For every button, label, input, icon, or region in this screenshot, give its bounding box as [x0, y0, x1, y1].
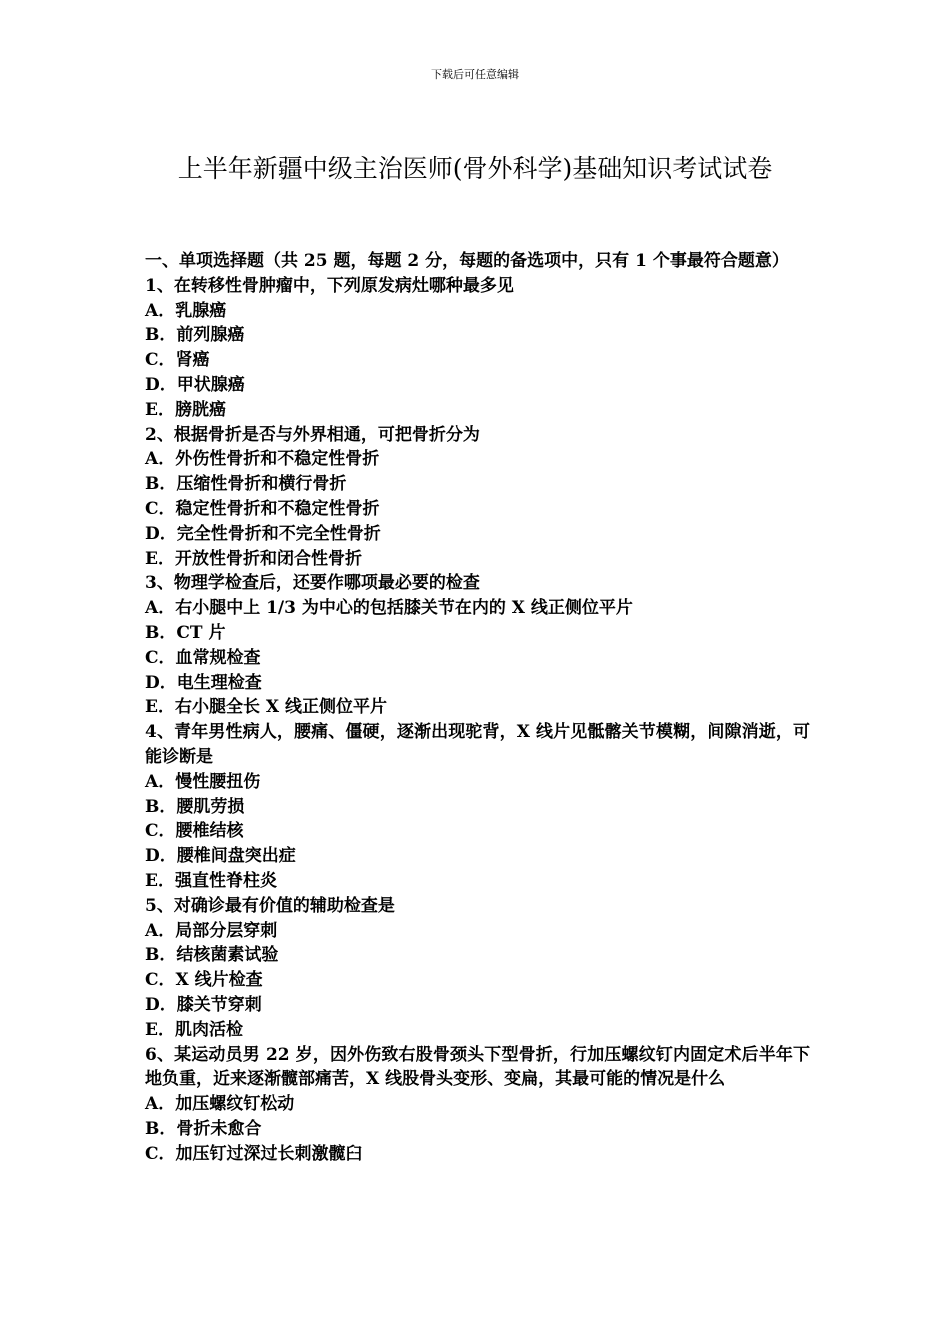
exam-content: [145, 249, 810, 1166]
option-c: C．X 线片检查: [145, 970, 263, 991]
option-d: D．膝关节穿刺: [145, 994, 262, 1015]
question-stem: 5、对确诊最有价值的辅助检查是: [145, 895, 395, 916]
question-stem: 1、在转移性骨肿瘤中，下列原发病灶哪种最多见: [145, 275, 514, 296]
question-1: [145, 274, 810, 423]
section-heading: 一、单项选择题（共 25 题，每题 2 分，每题的备选项中，只有 1 个事最符合题意）: [145, 251, 789, 271]
question-6: [145, 1043, 810, 1167]
option-b: B．压缩性骨折和横行骨折: [145, 474, 347, 495]
option-e: E．强直性脊柱炎: [145, 870, 277, 891]
question-5: [145, 894, 810, 1043]
question-2: [145, 423, 810, 572]
option-a: A．右小腿中上 1/3 为中心的包括膝关节在内的 X 线正侧位平片: [145, 598, 633, 619]
option-a: A．外伤性骨折和不稳定性骨折: [145, 449, 380, 470]
question-4: [145, 720, 810, 894]
option-e: E．右小腿全长 X 线正侧位平片: [145, 697, 387, 718]
option-e: E．开放性骨折和闭合性骨折: [145, 548, 362, 569]
option-a: A．乳腺癌: [145, 300, 227, 321]
option-e: E．肌肉活检: [145, 1019, 243, 1040]
header-note: 下载后可任意编辑: [431, 68, 519, 81]
option-b: B．前列腺癌: [145, 325, 245, 346]
option-c: C．肾癌: [145, 350, 210, 371]
option-a: A．局部分层穿刺: [145, 920, 278, 941]
option-d: D．电生理检查: [145, 672, 262, 693]
option-d: D．完全性骨折和不完全性骨折: [145, 523, 381, 544]
option-c: C．加压钉过深过长刺激髋臼: [145, 1143, 363, 1164]
option-b: B．结核菌素试验: [145, 945, 279, 966]
document-title: 上半年新疆中级主治医师(骨外科学)基础知识考试试卷: [177, 154, 773, 183]
option-a: A．慢性腰扭伤: [145, 771, 261, 792]
question-stem: 4、青年男性病人，腰痛、僵硬，逐渐出现驼背，X 线片见骶髂关节模糊，间隙消逝，可能诊断是: [145, 722, 810, 767]
option-c: C．稳定性骨折和不稳定性骨折: [145, 498, 380, 519]
option-b: B．骨折未愈合: [145, 1118, 262, 1139]
option-b: B．CT 片: [145, 622, 226, 643]
option-c: C．腰椎结核: [145, 821, 244, 842]
question-stem: 2、根据骨折是否与外界相通，可把骨折分为: [145, 424, 480, 445]
option-d: D．腰椎间盘突出症: [145, 846, 296, 867]
option-c: C．血常规检查: [145, 647, 261, 668]
option-b: B．腰肌劳损: [145, 796, 245, 817]
option-d: D．甲状腺癌: [145, 374, 245, 395]
question-stem: 3、物理学检查后，还要作哪项最必要的检查: [145, 573, 480, 594]
question-3: [145, 571, 810, 720]
option-a: A．加压螺纹钉松动: [145, 1094, 295, 1115]
option-e: E．膀胱癌: [145, 399, 226, 420]
question-stem: 6、某运动员男 22 岁，因外伤致右股骨颈头下型骨折，行加压螺纹钉内固定术后半年下地负重，近来逐渐髋部痛苦，X 线股骨头变形、变扁，其最可能的情况是什么: [145, 1044, 810, 1090]
